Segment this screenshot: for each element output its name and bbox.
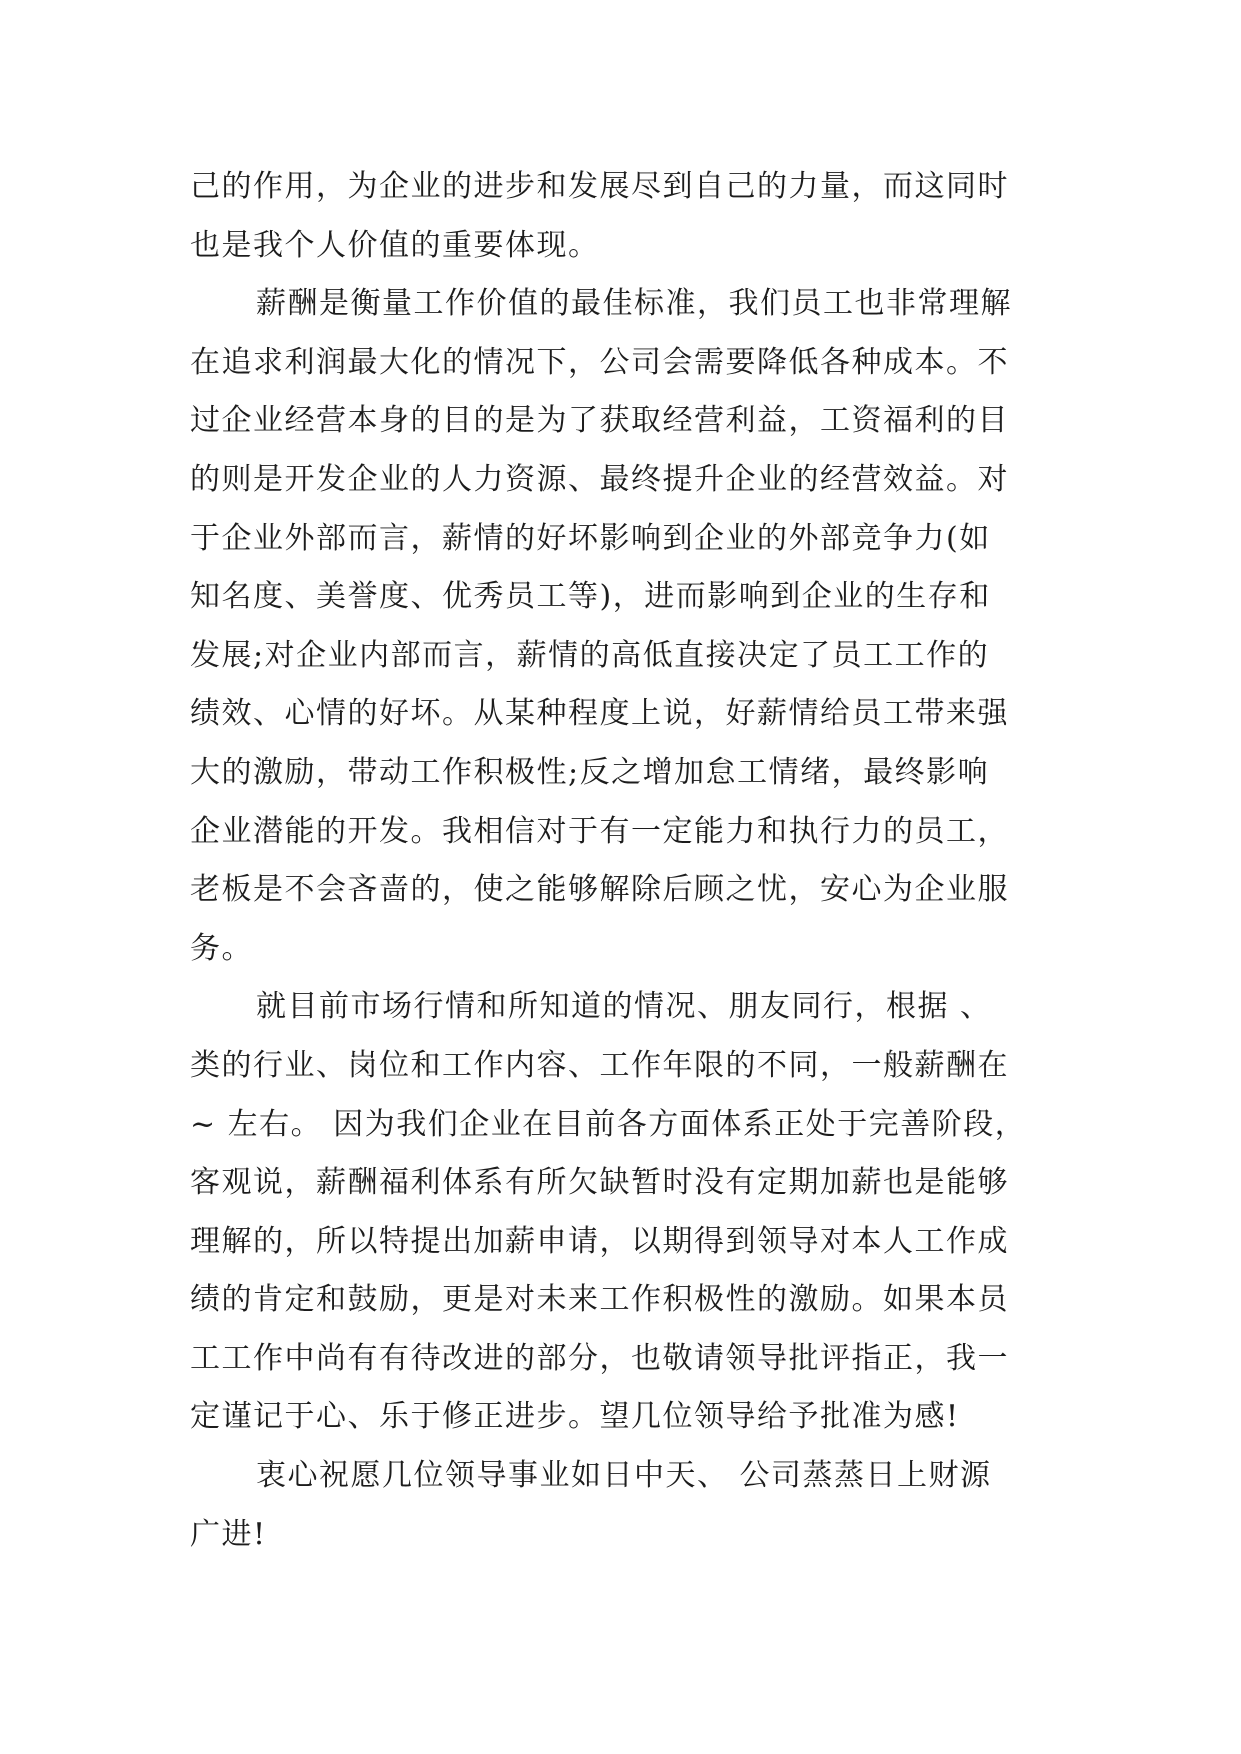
text-line: 老板是不会吝啬的，使之能够解除后顾之忧，安心为企业服 bbox=[190, 872, 1009, 908]
text-line: 过企业经营本身的目的是为了获取经营利益，工资福利的目 bbox=[190, 403, 1009, 439]
text-line: 也是我个人价值的重要体现。 bbox=[190, 227, 600, 263]
document-body bbox=[190, 158, 1070, 1564]
text-line: ~ 左右。 因为我们企业在目前各方面体系正处于完善阶段， bbox=[190, 1106, 1027, 1142]
text-line: 务。 bbox=[190, 930, 253, 966]
text-line: 在追求利润最大化的情况下，公司会需要降低各种成本。不 bbox=[190, 344, 1009, 380]
text-line: 绩效、心情的好坏。从某种程度上说，好薪情给员工带来强 bbox=[190, 696, 1009, 732]
text-line: 于企业外部而言，薪情的好坏影响到企业的外部竞争力(如 bbox=[190, 520, 991, 556]
text-line: 绩的肯定和鼓励，更是对未来工作积极性的激励。如果本员 bbox=[190, 1282, 1009, 1318]
text-line: 发展;对企业内部而言，薪情的高低直接决定了员工工作的 bbox=[190, 637, 990, 673]
text-line: 薪酬是衡量工作价值的最佳标准，我们员工也非常理解 bbox=[256, 286, 1012, 322]
text-line: 衷心祝愿几位领导事业如日中天、 公司蒸蒸日上财源 bbox=[256, 1458, 992, 1494]
text-line: 企业潜能的开发。我相信对于有一定能力和执行力的员工， bbox=[190, 813, 1009, 849]
text-line: 大的激励，带动工作积极性;反之增加怠工情绪，最终影响 bbox=[190, 754, 990, 790]
text-line: 广进! bbox=[190, 1516, 267, 1552]
text-line: 知名度、美誉度、优秀员工等)，进而影响到企业的生存和 bbox=[190, 579, 991, 615]
text-line: 的则是开发企业的人力资源、最终提升企业的经营效益。对 bbox=[190, 461, 1009, 497]
text-line: 己的作用，为企业的进步和发展尽到自己的力量，而这同时 bbox=[190, 169, 1009, 204]
text-line: 理解的，所以特提出加薪申请，以期得到领导对本人工作成 bbox=[190, 1223, 1009, 1259]
text-line: 客观说，薪酬福利体系有所欠缺暂时没有定期加薪也是能够 bbox=[190, 1165, 1009, 1201]
text-line: 就目前市场行情和所知道的情况、朋友同行，根据 、 bbox=[256, 989, 992, 1025]
text-line: 定谨记于心、乐于修正进步。望几位领导给予批准为感! bbox=[190, 1399, 960, 1435]
text-line: 类的行业、岗位和工作内容、工作年限的不同，一般薪酬在 bbox=[190, 1047, 1009, 1083]
text-line: 工工作中尚有有待改进的部分，也敬请领导批评指正，我一 bbox=[190, 1340, 1009, 1376]
